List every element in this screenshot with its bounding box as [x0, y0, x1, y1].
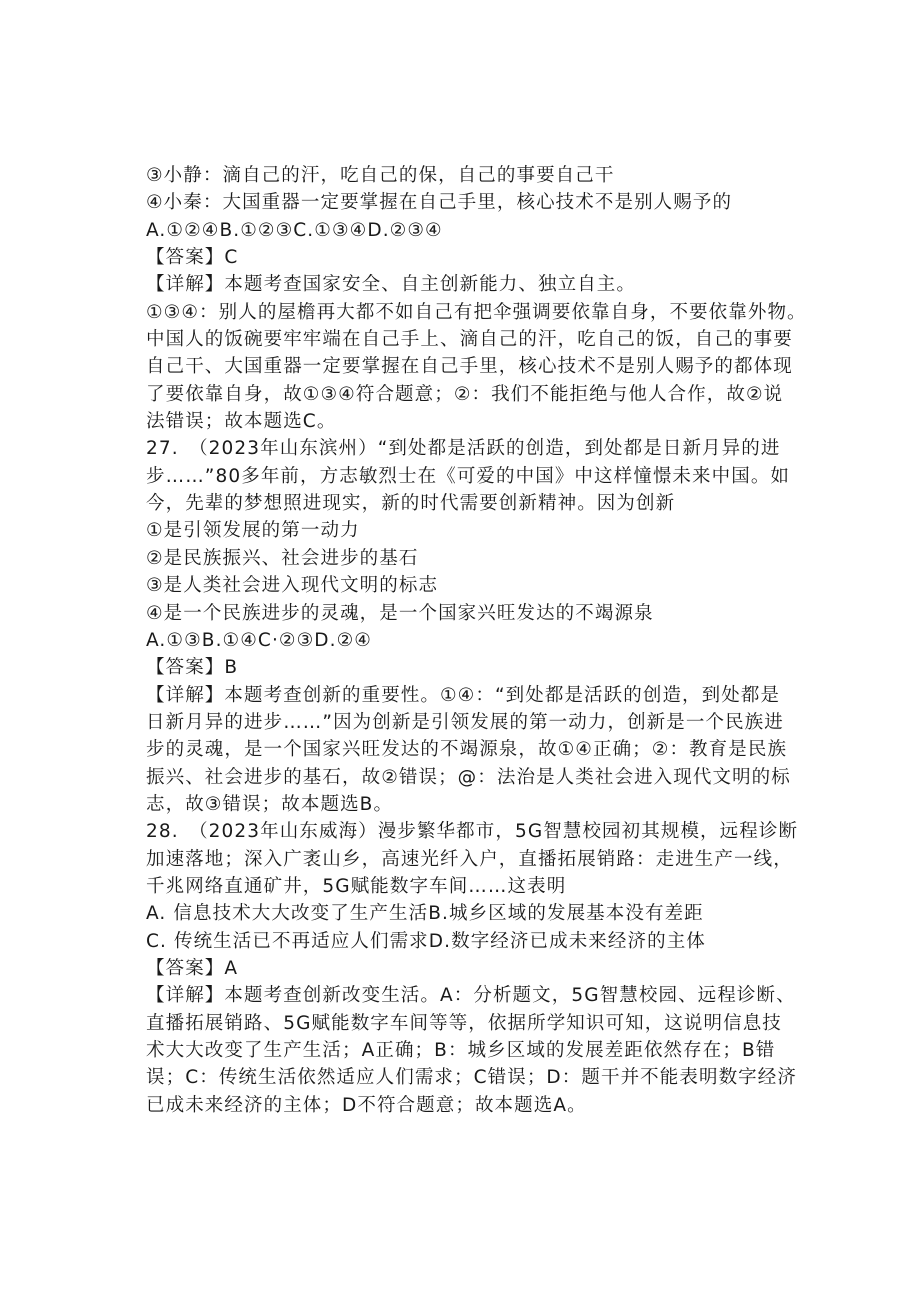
- text-line: 术大大改变了生产生活；A正确；B：城乡区域的发展差距依然存在；B错: [146, 1040, 776, 1061]
- text-line: A.①③B.①④C·②③D.②④: [146, 629, 372, 651]
- text-line: 误；C：传统生活依然适应人们需求；C错误；D：题干并不能表明数字经济: [146, 1067, 797, 1089]
- text-line: 【答案】A: [146, 957, 239, 979]
- text-line: ①③④：别人的屋檐再大都不如自己有把伞强调要依靠自身，不要依靠外物。: [146, 301, 807, 323]
- text-line: ④是一个民族进步的灵魂，是一个国家兴旺发达的不竭源泉: [146, 602, 654, 624]
- text-line: ④小秦：大国重器一定要掌握在自己手里，核心技术不是别人赐予的: [146, 192, 733, 214]
- text-line: 【详解】本题考查创新的重要性。①④：“到处都是活跃的创造，到处都是: [146, 684, 781, 706]
- text-line: 步……”80多年前，方志敏烈士在《可爱的中国》中这样憧憬未来中国。如: [146, 465, 791, 487]
- text-line: A.①②④B.①②③C.①③④D.②③④: [146, 219, 443, 241]
- text-line: 志，故③错误；故本题选B。: [146, 793, 394, 815]
- text-line: ③是人类社会进入现代文明的标志: [146, 575, 439, 597]
- text-line: A. 信息技术大大改变了生产生活B.城乡区域的发展基本没有差距: [146, 903, 704, 925]
- text-line: C. 传统生活已不再适应人们需求D.数字经济已成未来经济的主体: [146, 930, 706, 952]
- text-line: 【答案】B: [146, 657, 239, 679]
- text-line: 中国人的饭碗要牢牢端在自己手上、滴自己的汗，吃自己的饭，自己的事要: [146, 329, 793, 351]
- text-line: 自己干、大国重器一定要掌握在自己手里，核心技术不是别人赐予的都体现: [146, 356, 793, 378]
- text-line: ③小静：滴自己的汗，吃自己的保，自己的事要自己干: [146, 165, 615, 186]
- text-line: 直播拓展销路、5G赋能数字车间等等，依据所学知识可知，这说明信息技: [146, 1012, 782, 1034]
- text-line: 27. （2023年山东滨州）“到处都是活跃的创造，到处都是日新月异的进: [146, 438, 781, 460]
- text-line: 【详解】本题考查国家安全、自主创新能力、独立自主。: [146, 274, 637, 296]
- text-line: 法错误；故本题选C。: [146, 411, 337, 433]
- text-line: 加速落地；深入广袤山乡，高速光纤入户，直播拓展销路：走进生产一线，: [146, 848, 793, 870]
- text-line: 了要依靠自身，故①③④符合题意；②：我们不能拒绝与他人合作，故②说: [146, 383, 784, 405]
- text-line: 28. （2023年山东威海）漫步繁华都市，5G智慧校园初其规模，远程诊断: [146, 821, 799, 843]
- text-line: 已成未来经济的主体；D不符合题意；故本题选A。: [146, 1094, 587, 1116]
- text-line: 步的灵魂，是一个国家兴旺发达的不竭源泉，故①④正确；②：教育是民族: [146, 739, 788, 761]
- document-body: [146, 162, 846, 1119]
- text-line: ①是引领发展的第一动力: [146, 520, 360, 542]
- text-line: 日新月异的进步……”因为创新是引领发展的第一动力，创新是一个民族进: [146, 711, 784, 733]
- text-line: 千兆网络直通矿井，5G赋能数字车间……这表明: [146, 875, 567, 897]
- text-line: 【详解】本题考查创新改变生活。A：分析题文，5G智慧校园、远程诊断、: [146, 985, 796, 1007]
- text-line: ②是民族振兴、社会进步的基石: [146, 547, 419, 569]
- text-line: 振兴、社会进步的基石，故②错误；@：法治是人类社会进入现代文明的标: [146, 766, 791, 788]
- text-line: 今，先辈的梦想照进现实，新的时代需要创新精神。因为创新: [146, 493, 676, 515]
- text-line: 【答案】C: [146, 247, 239, 269]
